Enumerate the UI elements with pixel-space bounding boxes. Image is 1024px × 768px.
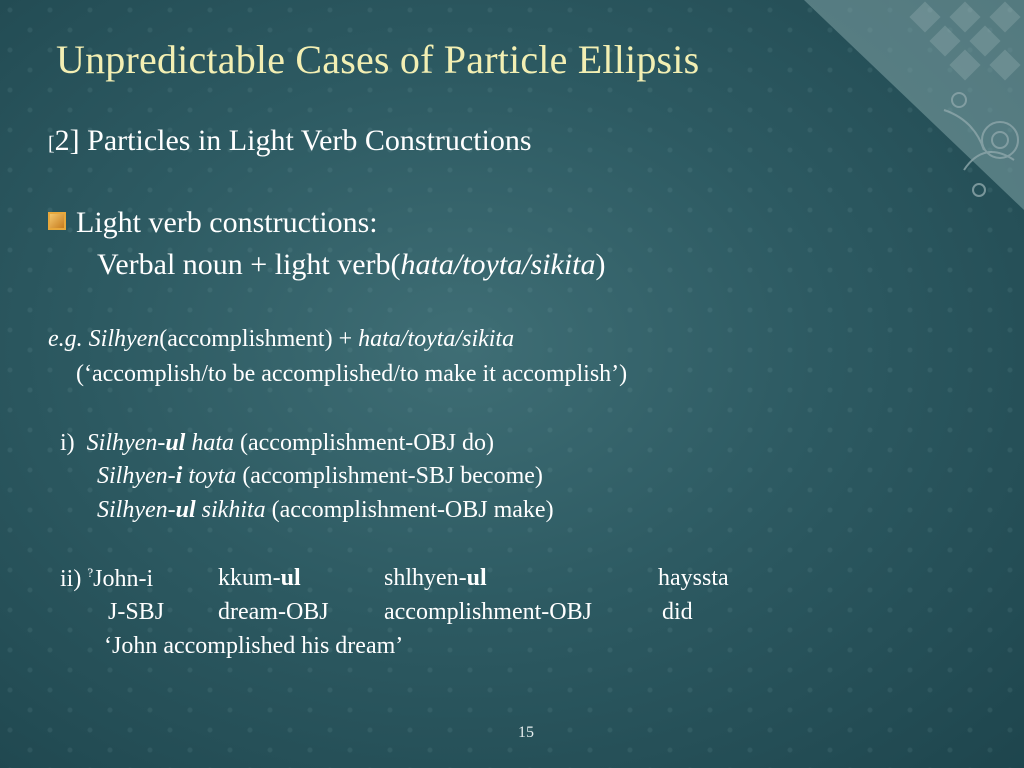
word-4: hayssta	[658, 565, 729, 591]
example-ii-label: ii)	[60, 566, 82, 592]
bullet-item	[48, 206, 378, 240]
stem: shlhyen-	[384, 565, 467, 591]
example-translation: (‘accomplish/to be accomplished/to make it accomplish’)	[76, 361, 628, 387]
section-number: 2	[54, 124, 70, 157]
eg-verbs: hata/toyta/sikita	[358, 326, 515, 352]
example-i-row-3	[97, 497, 554, 524]
verb: hata	[191, 430, 234, 456]
verb: toyta	[188, 463, 237, 489]
particle: i	[175, 463, 183, 489]
word-2	[218, 565, 301, 592]
example-ii-translation: ‘John accomplished his dream’	[104, 633, 404, 659]
particle: ul	[165, 430, 186, 456]
particle: ul	[280, 565, 301, 591]
word-3	[384, 565, 487, 592]
example-ii-label-group	[60, 565, 153, 593]
acceptability-mark: ?	[87, 565, 94, 580]
stem: Silhyen-	[86, 430, 166, 456]
stem: Silhyen-	[97, 497, 176, 523]
gloss: (accomplishment-OBJ make)	[271, 497, 554, 523]
section-bracket: [	[48, 133, 55, 155]
gloss-3: accomplishment-OBJ	[384, 599, 592, 625]
particle: ul	[175, 497, 196, 523]
example-ii-words	[60, 565, 820, 595]
example-line	[48, 326, 514, 353]
stem: Silhyen-	[97, 463, 176, 489]
corner-ornament	[764, 0, 1024, 210]
verb: sikhita	[201, 497, 266, 523]
slide-title: Unpredictable Cases of Particle Ellipsis	[56, 37, 700, 82]
bullet-subline	[97, 248, 606, 282]
bullet-sub-suffix: )	[595, 248, 606, 281]
example-i-row-2	[97, 463, 543, 490]
eg-label: e.g.	[48, 326, 83, 352]
gloss-2: dream-OBJ	[218, 599, 329, 625]
word-1: John-i	[93, 566, 154, 592]
eg-word: Silhyen	[88, 326, 160, 352]
example-i-label: i)	[60, 430, 75, 456]
stem: kkum-	[218, 565, 281, 591]
eg-gloss: (accomplishment) +	[159, 326, 359, 352]
gloss-1: J-SBJ	[108, 599, 165, 625]
bullet-heading: Light verb constructions:	[76, 206, 378, 239]
example-i-row-1	[60, 430, 494, 457]
checkbox-bullet-icon	[48, 212, 66, 230]
gloss: (accomplishment-SBJ become)	[242, 463, 543, 489]
bullet-sub-prefix: Verbal noun + light verb(	[97, 248, 401, 281]
section-heading	[48, 124, 532, 158]
particle: ul	[466, 565, 487, 591]
bullet-sub-verbs: hata/toyta/sikita	[400, 248, 596, 281]
gloss: (accomplishment-OBJ do)	[240, 430, 494, 456]
section-text: ] Particles in Light Verb Constructions	[69, 124, 532, 157]
gloss-4: did	[662, 599, 693, 625]
page-number: 15	[518, 724, 534, 741]
example-ii-glosses	[108, 599, 868, 629]
